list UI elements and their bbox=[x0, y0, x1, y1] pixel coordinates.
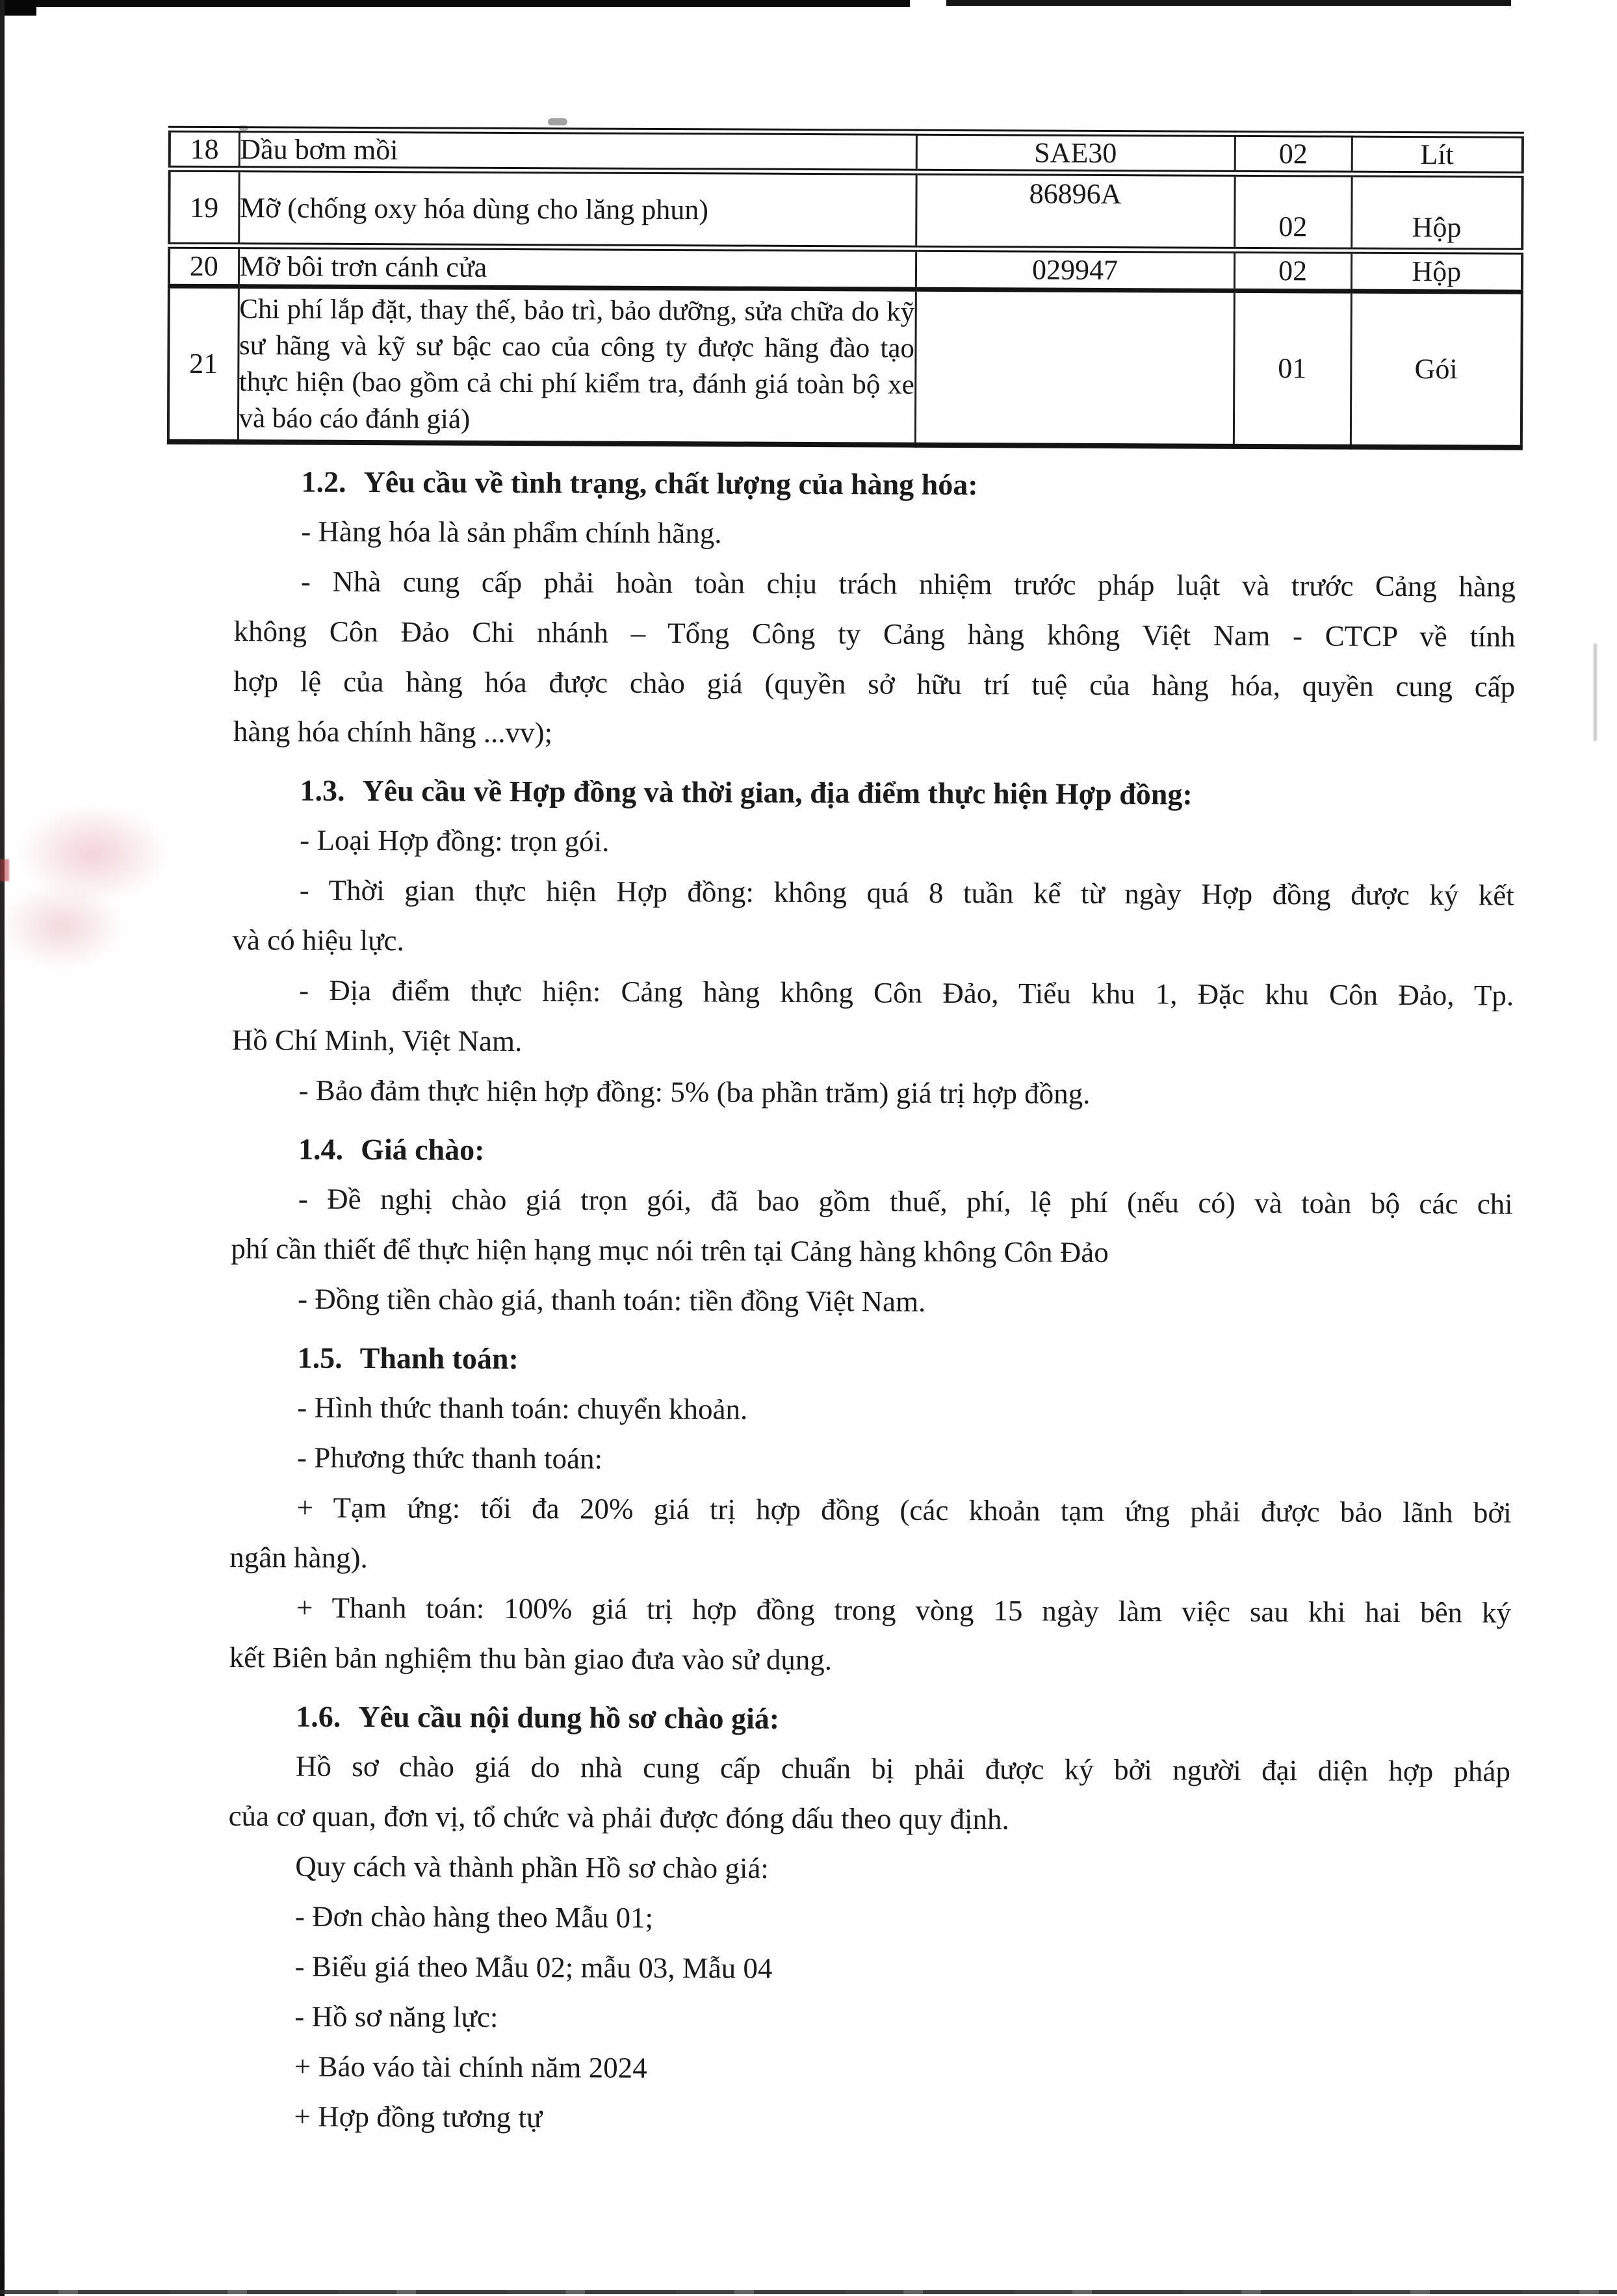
heading-title: Yêu cầu nội dung hồ sơ chào giá: bbox=[358, 1699, 780, 1735]
heading-number: 1.3. bbox=[300, 773, 345, 807]
text-line: - Biểu giá theo Mẫu 02; mẫu 03, Mẫu 04 bbox=[294, 1950, 773, 1985]
heading-number: 1.4. bbox=[298, 1132, 344, 1166]
cell-desc: Mỡ bôi trơn cánh cửa bbox=[239, 246, 916, 289]
section-1-3 bbox=[231, 765, 1514, 1121]
text-line: Quy cách và thành phần Hồ sơ chào giá: bbox=[295, 1850, 769, 1885]
section-heading bbox=[231, 1332, 1512, 1388]
heading-number: 1.6. bbox=[296, 1699, 341, 1733]
text-line: - Nhà cung cấp phải hoàn toàn chịu trách nhiệm trước pháp luật và trước Cảng hàng bbox=[300, 565, 1516, 603]
section-1-2 bbox=[233, 456, 1516, 762]
text-line: hàng hóa chính hãng ...vv); bbox=[233, 715, 553, 749]
cell-no: 19 bbox=[169, 169, 239, 246]
cell-desc: Dầu bơm mồi bbox=[239, 129, 916, 172]
cell-desc: Mỡ (chống oxy hóa dùng cho lăng phun) bbox=[239, 169, 916, 249]
cell-qty: 02 bbox=[1234, 174, 1352, 251]
text-line: + Thanh toán: 100% giá trị hợp đồng trong vòng 15 ngày làm việc sau khi hai bên ký bbox=[296, 1591, 1512, 1629]
text-line: - Loại Hợp đồng: trọn gói. bbox=[300, 823, 610, 858]
text-line: - Hồ sơ năng lực: bbox=[294, 2000, 498, 2033]
table-row bbox=[170, 129, 1523, 175]
cell-qty: 02 bbox=[1234, 250, 1351, 291]
text-line: của cơ quan, đơn vị, tổ chức và phải được đóng dấu theo quy định. bbox=[228, 1799, 1009, 1836]
cell-unit: Lít bbox=[1352, 135, 1523, 175]
text-line: - Đồng tiền chào giá, thanh toán: tiền đồng Việt Nam. bbox=[297, 1282, 926, 1318]
text-line: - Đề nghị chào giá trọn gói, đã bao gồm thuế, phí, lệ phí (nếu có) và toàn bộ các chi bbox=[298, 1182, 1513, 1220]
text-line: - Hình thức thanh toán: chuyển khoản. bbox=[297, 1391, 748, 1426]
cell-no: 21 bbox=[168, 286, 239, 442]
cell-unit: Hộp bbox=[1351, 251, 1522, 292]
text-line: hợp lệ của hàng hóa được chào giá (quyền sở hữu trí tuệ của hàng hóa, quyền cung cấp bbox=[233, 665, 1516, 703]
text-line: + Tạm ứng: tối đa 20% giá trị hợp đồng (các khoản tạm ứng phải được bảo lãnh bởi bbox=[296, 1491, 1512, 1529]
text-line: - Hàng hóa là sản phẩm chính hãng. bbox=[301, 515, 722, 550]
heading-number: 1.5. bbox=[297, 1341, 343, 1374]
text-line: không Côn Đảo Chi nhánh – Tổng Công ty Cảng hàng không Việt Nam - CTCP về tính bbox=[233, 615, 1516, 653]
text-line: - Địa điểm thực hiện: Cảng hàng không Côn Đảo, Tiểu khu 1, Đặc khu Côn Đảo, Tp. bbox=[299, 974, 1514, 1012]
section-heading bbox=[233, 765, 1514, 821]
text-line: - Phương thức thanh toán: bbox=[296, 1441, 603, 1475]
heading-title: Yêu cầu về Hợp đồng và thời gian, địa điểm thực hiện Hợp đồng: bbox=[362, 774, 1193, 811]
section-1-5 bbox=[229, 1332, 1512, 1688]
cell-code: 86896A bbox=[916, 172, 1235, 250]
heading-title: Thanh toán: bbox=[359, 1341, 519, 1376]
cell-qty: 01 bbox=[1234, 290, 1351, 446]
table-row bbox=[169, 246, 1522, 292]
table-row bbox=[169, 169, 1522, 252]
cell-no: 20 bbox=[169, 246, 239, 286]
heading-title: Giá chào: bbox=[360, 1133, 485, 1167]
section-1-6 bbox=[227, 1691, 1510, 2147]
cell-desc: Chi phí lắp đặt, thay thế, bảo trì, bảo dưỡng, sửa chữa do kỹ sư hãng và kỹ sư bậc cao của công ty được hãng đào tạo thực hiện (bao gồm cả chi phí kiểm tra, đánh giá toàn bộ xe và báo cáo đánh giá) bbox=[238, 286, 916, 445]
cell-unit: Hộp bbox=[1351, 174, 1523, 252]
text-line: và có hiệu lực. bbox=[232, 923, 404, 957]
heading-title: Yêu cầu về tình trạng, chất lượng của hàng hóa: bbox=[363, 465, 978, 502]
section-heading bbox=[229, 1691, 1510, 1747]
table-row bbox=[168, 286, 1522, 448]
section-heading bbox=[231, 1124, 1513, 1180]
text-line: - Bảo đảm thực hiện hợp đồng: 5% (ba phần trăm) giá trị hợp đồng. bbox=[298, 1074, 1091, 1110]
cell-code: 029947 bbox=[916, 249, 1234, 290]
cell-unit: Gói bbox=[1351, 291, 1522, 448]
section-1-4 bbox=[231, 1124, 1513, 1330]
text-line: ngân hàng). bbox=[229, 1541, 368, 1575]
text-line: + Hợp đồng tương tự bbox=[294, 2100, 543, 2134]
heading-number: 1.2. bbox=[301, 465, 346, 498]
section-heading bbox=[234, 456, 1516, 512]
text-line: phí cần thiết để thực hiện hạng mục nói trên tại Cảng hàng không Côn Đảo bbox=[231, 1232, 1109, 1269]
text-line: kết Biên bản nghiệm thu bàn giao đưa vào sử dụng. bbox=[229, 1641, 833, 1677]
spec-table-body bbox=[168, 129, 1523, 448]
text-line: Hồ Chí Minh, Việt Nam. bbox=[231, 1024, 523, 1058]
text-line: - Đơn chào hàng theo Mẫu 01; bbox=[294, 1900, 654, 1934]
text-sections bbox=[227, 456, 1516, 2147]
text-line: - Thời gian thực hiện Hợp đồng: không quá 8 tuần kể từ ngày Hợp đồng được ký kết bbox=[299, 873, 1514, 912]
items-spec-table bbox=[167, 126, 1524, 450]
cell-code bbox=[915, 289, 1234, 446]
cell-code: SAE30 bbox=[916, 133, 1235, 174]
cell-qty: 02 bbox=[1235, 134, 1352, 174]
cell-no: 18 bbox=[170, 129, 239, 169]
text-line: + Báo váo tài chính năm 2024 bbox=[294, 2050, 647, 2084]
text-line: Hồ sơ chào giá do nhà cung cấp chuẩn bị phải được ký bởi người đại diện hợp pháp bbox=[295, 1749, 1511, 1788]
